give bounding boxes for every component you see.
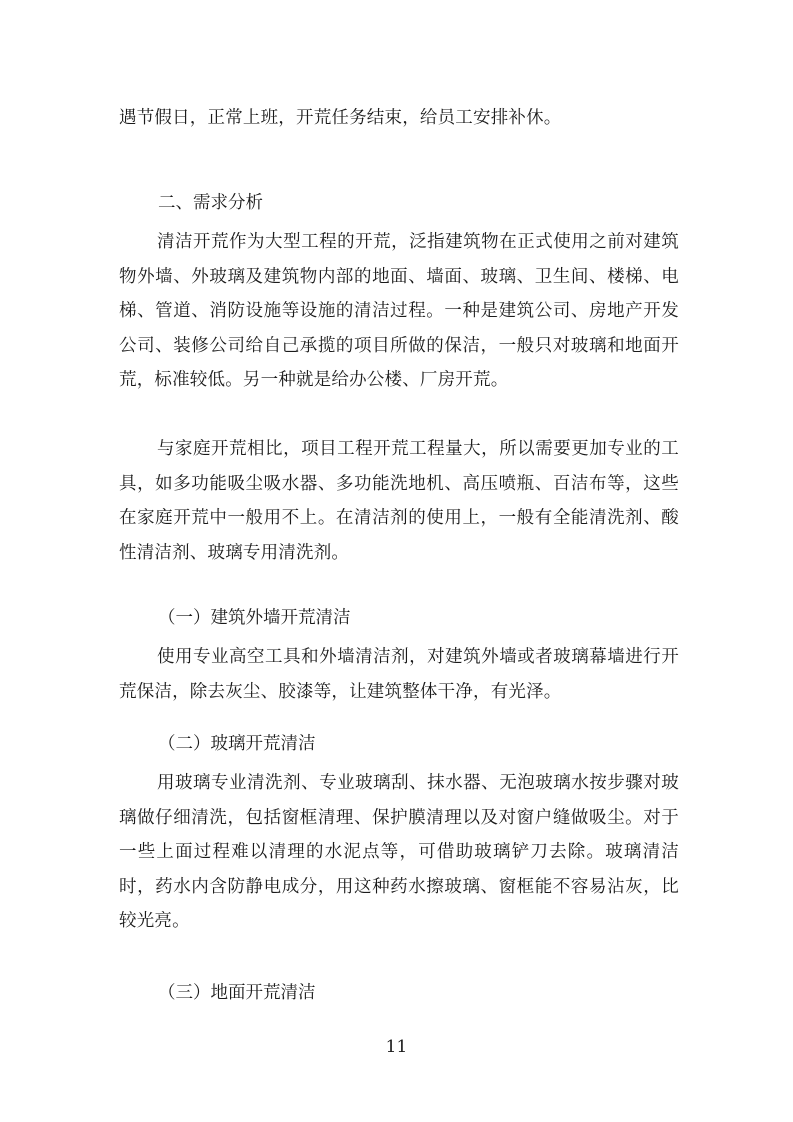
subsection-title-glass: （二）玻璃开荒清洁 bbox=[158, 734, 316, 754]
paragraph-requirements-2: 与家庭开荒相比，项目工程开荒工程量大，所以需要更加专业的工具，如多功能吸尘吸水器、多功能洗地机、高压喷瓶、百洁布等，这些在家庭开荒中一般用不上。在清洁剂的使用上，一般有全能清洗剂、酸性清洁剂、玻璃专用清洗剂。 bbox=[119, 439, 679, 563]
subsection-title-exterior-wall: （一）建筑外墙开荒清洁 bbox=[158, 608, 351, 628]
section-title: 二、需求分析 bbox=[158, 193, 263, 213]
subsection-title-floor: （三）地面开荒清洁 bbox=[158, 983, 316, 1003]
continuation-paragraph: 遇节假日，正常上班，开荒任务结束，给员工安排补休。 bbox=[119, 108, 562, 128]
subsection-body-glass: 用玻璃专业清洗剂、专业玻璃刮、抹水器、无泡玻璃水按步骤对玻璃做仔细清洗，包括窗框清理、保护膜清理以及对窗户缝做吸尘。对于一些上面过程难以清理的水泥点等，可借助玻璃铲刀去除。玻璃清洁时，药水内含防静电成分，用这种药水擦玻璃、窗框能不容易沾灰，比较光亮。 bbox=[119, 773, 679, 931]
page-number: 11 bbox=[385, 1037, 408, 1057]
paragraph-requirements-1: 清洁开荒作为大型工程的开荒，泛指建筑物在正式使用之前对建筑物外墙、外玻璃及建筑物内部的地面、墙面、玻璃、卫生间、楼梯、电梯、管道、消防设施等设施的清洁过程。一种是建筑公司、房地产开发公司、装修公司给自己承揽的项目所做的保洁，一般只对玻璃和地面开荒，标准较低。另一种就是给办公楼、厂房开荒。 bbox=[119, 232, 679, 390]
subsection-body-exterior-wall: 使用专业高空工具和外墙清洁剂，对建筑外墙或者玻璃幕墙进行开荒保洁，除去灰尘、胶漆等，让建筑整体干净，有光泽。 bbox=[119, 647, 679, 702]
